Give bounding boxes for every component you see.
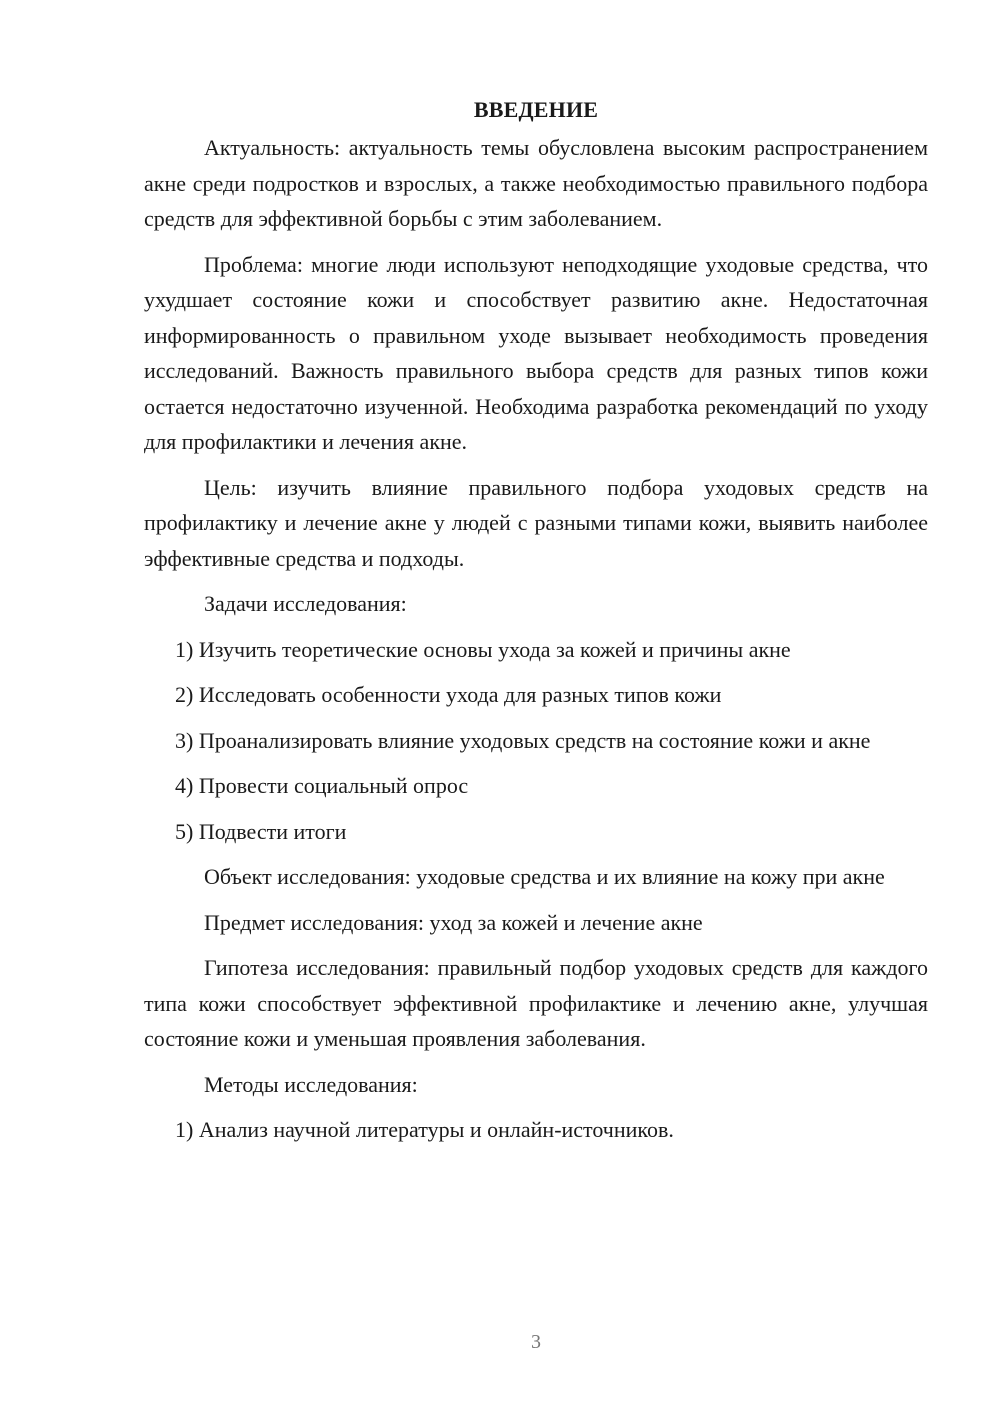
paragraph-subject: Предмет исследования: уход за кожей и лечение акне bbox=[204, 909, 703, 935]
task-item-3: 3) Проанализировать влияние уходовых средств на состояние кожи и акне bbox=[175, 727, 871, 753]
paragraph-object: Объект исследования: уходовые средства и их влияние на кожу при акне bbox=[204, 864, 885, 889]
section-heading: ВВЕДЕНИЕ bbox=[473, 97, 599, 122]
tasks-title: Задачи исследования: bbox=[204, 591, 407, 616]
paragraph-goal: Цель: изучить влияние правильного подбора уходовых средств на профилактику и лечение акне у людей с разными типами кожи, выявить наиболее эффективные средства и подходы. bbox=[144, 474, 928, 571]
methods-title: Методы исследования: bbox=[204, 1071, 418, 1097]
task-item-5: 5) Подвести итоги bbox=[175, 818, 347, 844]
page-number: 3 bbox=[531, 1331, 541, 1353]
task-item-2: 2) Исследовать особенности ухода для разных типов кожи bbox=[175, 682, 722, 707]
task-item-4: 4) Провести социальный опрос bbox=[175, 773, 469, 798]
paragraph-hypothesis: Гипотеза исследования: правильный подбор уходовых средств для каждого типа кожи способствует эффективной профилактике и лечению акне, улучшая состояние кожи и уменьшая проявления заболевания. bbox=[144, 955, 928, 1051]
paragraph-problem: Проблема: многие люди используют неподходящие уходовые средства, что ухудшает состояние кожи и способствует развитию акне. Недостаточная информированность о правильном уходе вызывает необходимость проведения исследований. Важность правильного выбора средств для разных типов кожи остается недостаточно изученной. Необходима разработка рекомендаций по уходу для профилактики и лечения акне. bbox=[144, 251, 928, 454]
task-item-1: 1) Изучить теоретические основы ухода за кожей и причины акне bbox=[175, 636, 791, 662]
method-item-1: 1) Анализ научной литературы и онлайн-источников. bbox=[175, 1117, 674, 1142]
document-page bbox=[144, 92, 928, 1158]
paragraph-relevance: Актуальность: актуальность темы обусловлена высоким распространением акне среди подростков и взрослых, а также необходимостью правильного подбора средств для эффективной борьбы с этим заболеванием. bbox=[144, 135, 928, 231]
